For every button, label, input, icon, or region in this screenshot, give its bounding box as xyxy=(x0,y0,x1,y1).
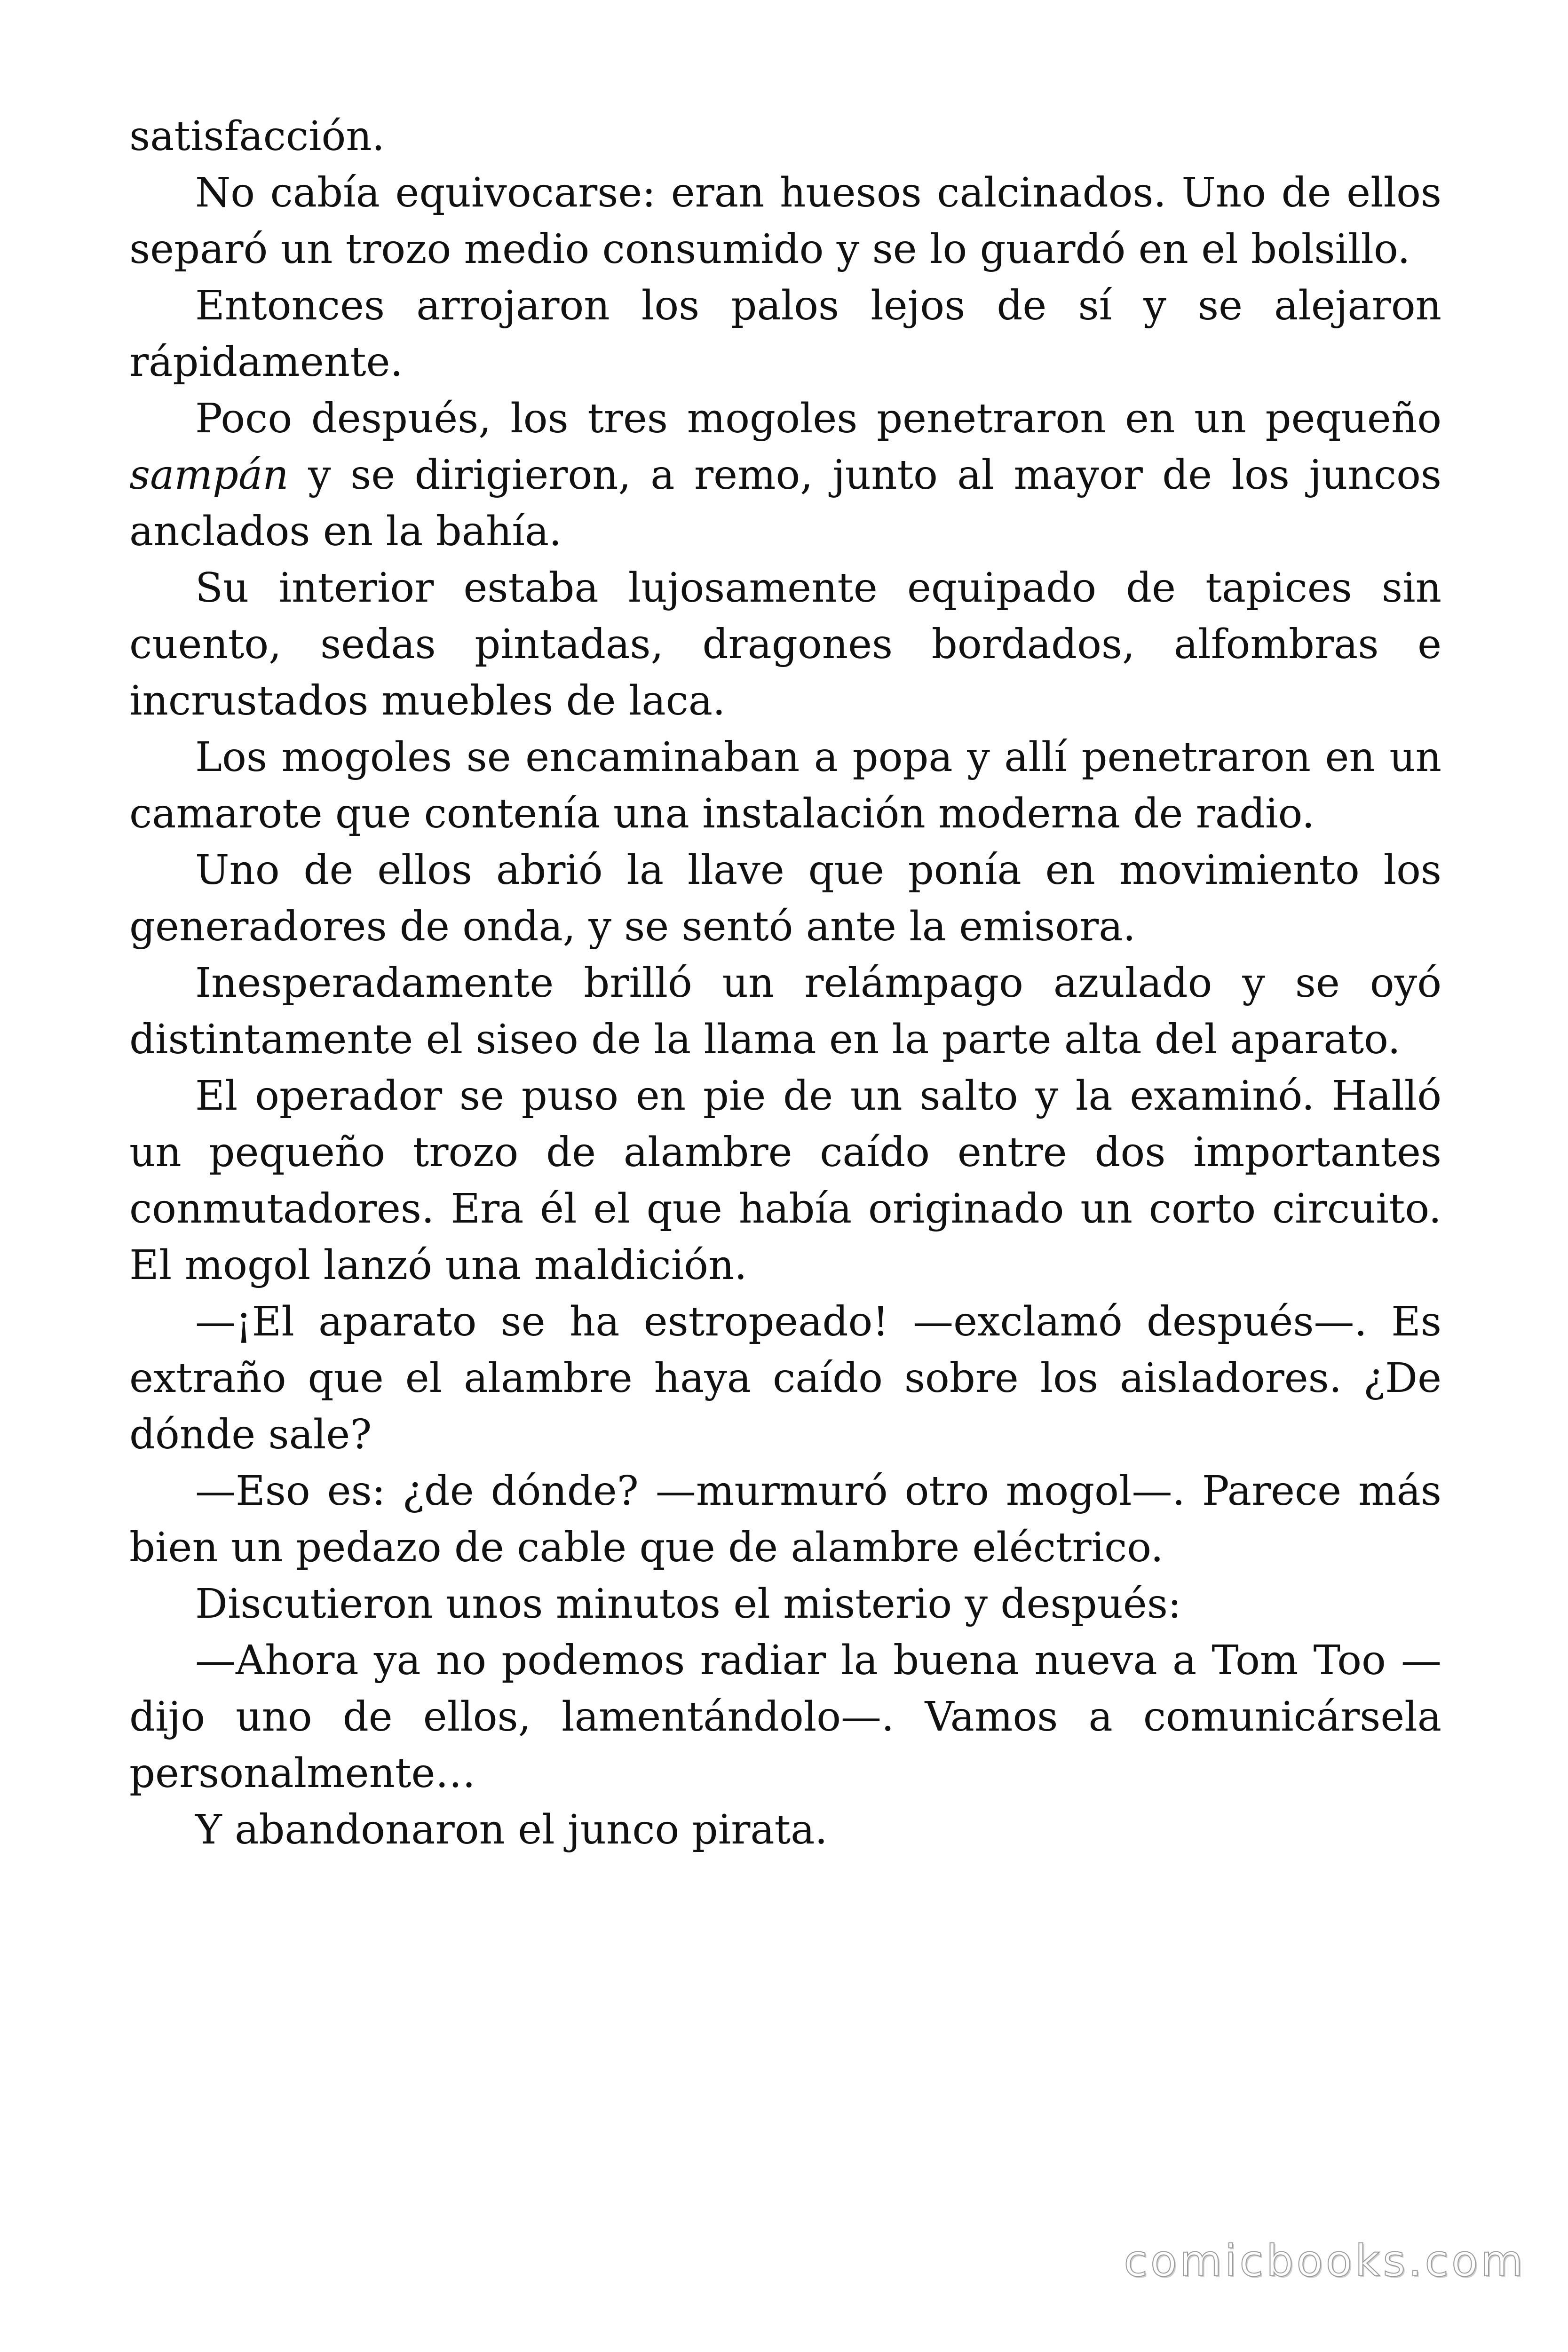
paragraph-text-after: y se dirigieron, a remo, junto al mayor de los juncos anclados en la bahía. xyxy=(129,452,1441,555)
paragraph-text-before: Poco después, los tres mogoles penetraron en un pequeño xyxy=(195,395,1441,442)
paragraph: No cabía equivocarse: eran huesos calcinados. Uno de ellos separó un trozo medio consumido y se lo guardó en el bolsillo. xyxy=(129,169,1441,273)
paragraph: Su interior estaba lujosamente equipado de tapices sin cuento, sedas pintadas, dragones bordados, alfombras e incrustados muebles de laca. xyxy=(129,564,1441,724)
paragraph: Y abandonaron el junco pirata. xyxy=(195,1806,828,1853)
paragraph: —¡El aparato se ha estropeado! —exclamó después—. Es extraño que el alambre haya caído sobre los aisladores. ¿De dónde sale? xyxy=(129,1298,1441,1458)
paragraph: Los mogoles se encaminaban a popa y allí penetraron en un camarote que contenía una instalación moderna de radio. xyxy=(129,734,1441,837)
page-body-text xyxy=(129,108,1441,1858)
paragraph xyxy=(129,390,1441,560)
paragraph: Inesperadamente brilló un relámpago azulado y se oyó distintamente el siseo de la llama en la parte alta del aparato. xyxy=(129,960,1441,1063)
paragraph: satisfacción. xyxy=(129,113,385,160)
watermark: comicbooks.com xyxy=(1124,2236,1526,2286)
paragraph: El operador se puso en pie de un salto y la examinó. Halló un pequeño trozo de alambre caído entre dos importantes conmutadores. Era él el que había originado un corto circuito. El mogol lanzó una maldición. xyxy=(129,1073,1441,1289)
paragraph: —Eso es: ¿de dónde? —murmuró otro mogol—. Parece más bien un pedazo de cable que de alambre eléctrico. xyxy=(129,1468,1441,1571)
paragraph: Entonces arrojaron los palos lejos de sí y se alejaron rápidamente. xyxy=(129,282,1441,386)
paragraph: Uno de ellos abrió la llave que ponía en movimiento los generadores de onda, y se sentó ante la emisora. xyxy=(129,847,1441,950)
italic-word: sampán xyxy=(129,452,289,499)
paragraph: Discutieron unos minutos el misterio y después: xyxy=(195,1581,1181,1628)
paragraph: —Ahora ya no podemos radiar la buena nueva a Tom Too —dijo uno de ellos, lamentándolo—. Vamos a comunicársela personalmente… xyxy=(129,1637,1441,1797)
